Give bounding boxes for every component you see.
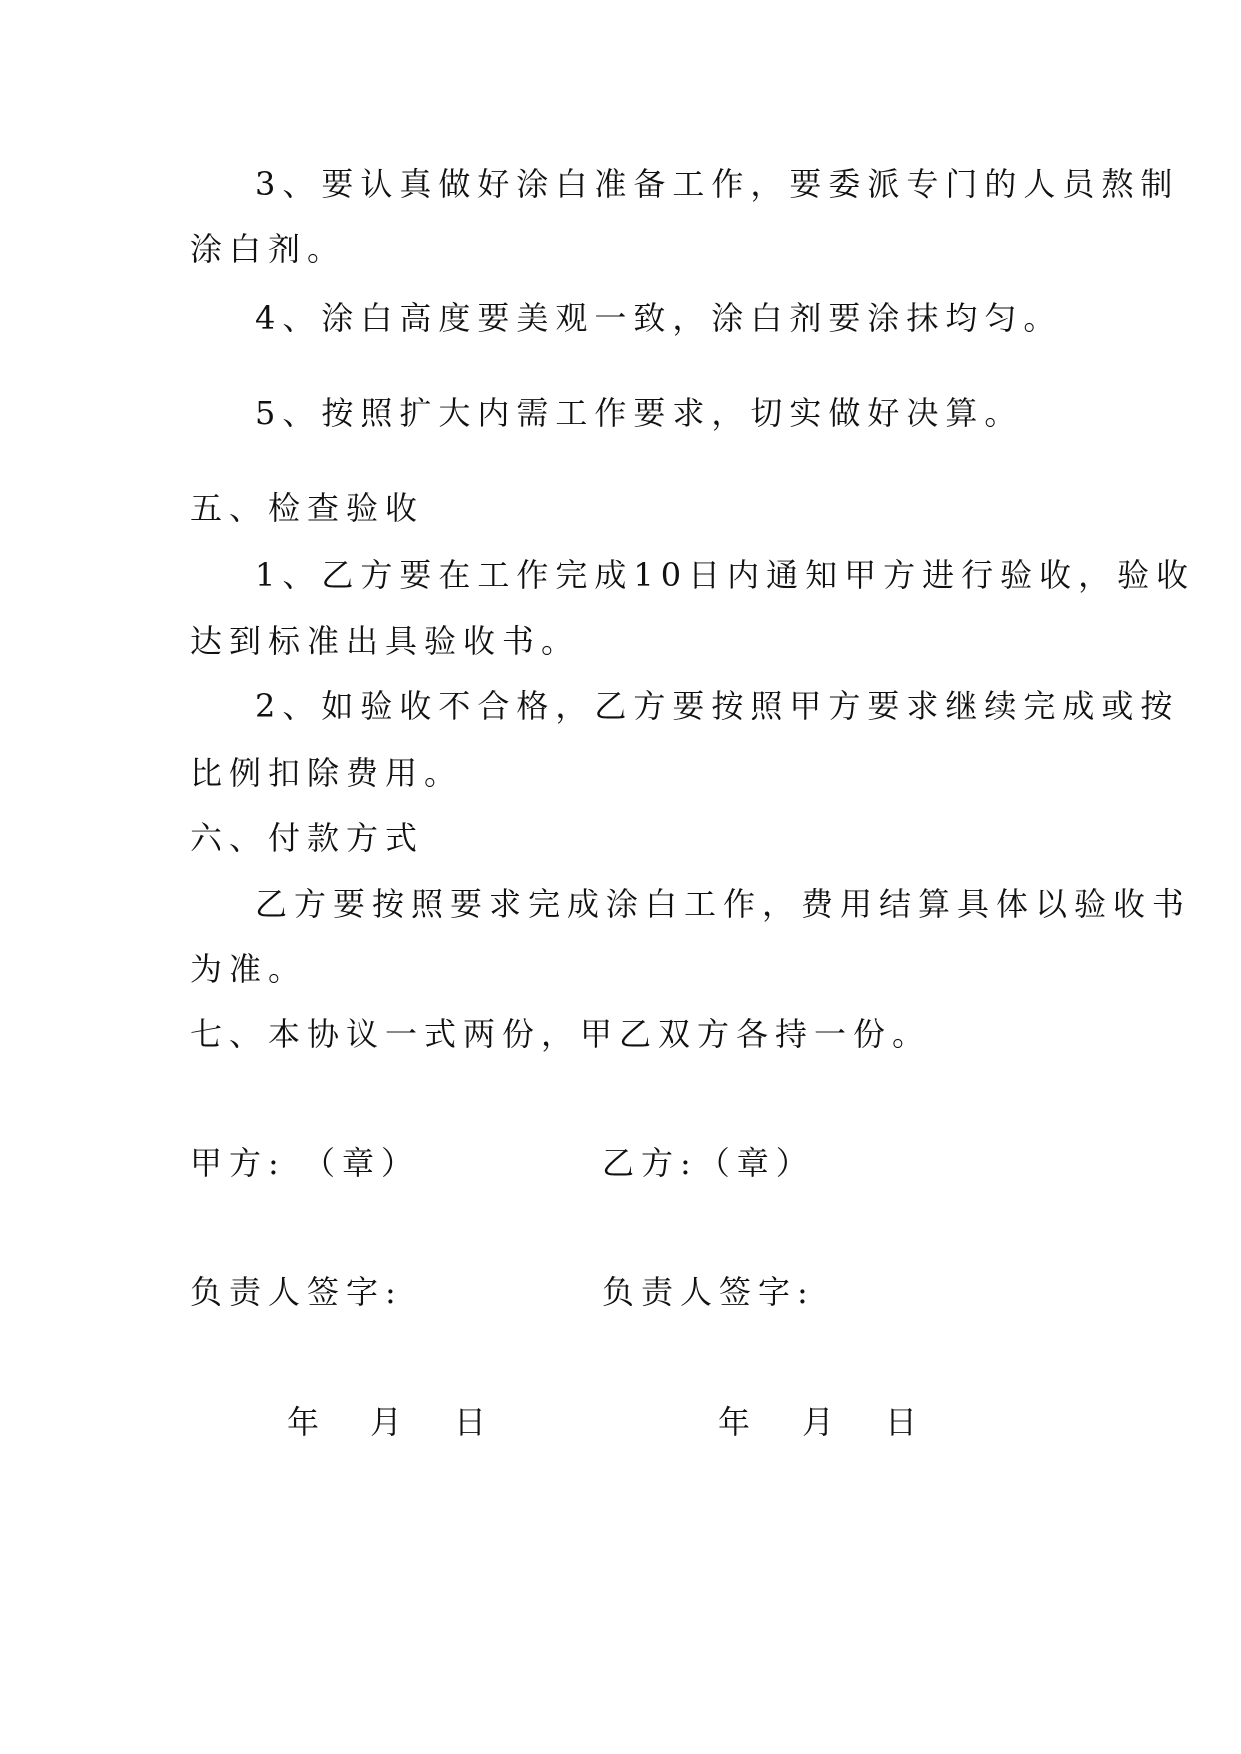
section-heading-inspection: 五、检查验收 <box>190 489 425 527</box>
party-a-signer-label: 负责人签字: <box>190 1273 403 1311</box>
party-a-date-day: 日 <box>454 1403 487 1441</box>
party-b-date-year: 年 <box>718 1403 751 1441</box>
inspection-item-2-line-2: 比例扣除费用。 <box>190 754 464 792</box>
party-b-date-month: 月 <box>802 1403 835 1441</box>
payment-body-line-2: 为准。 <box>190 950 308 988</box>
payment-body-line-1: 乙方要按照要求完成涂白工作，费用结算具体以验收书 <box>255 885 1192 923</box>
party-b-signer-label: 负责人签字: <box>602 1273 815 1311</box>
party-a-seal-label: 甲方: （章） <box>190 1144 420 1182</box>
party-b-date-day: 日 <box>885 1403 918 1441</box>
inspection-item-1-line-2: 达到标准出具验收书。 <box>190 622 581 660</box>
section-heading-payment: 六、付款方式 <box>190 819 425 857</box>
item-5: 5、按照扩大内需工作要求，切实做好决算。 <box>255 394 1024 432</box>
item-3-line-1: 3、要认真做好涂白准备工作，要委派专门的人员熬制 <box>255 165 1180 203</box>
item-3-line-2: 涂白剂。 <box>190 230 347 268</box>
party-a-date-month: 月 <box>370 1403 403 1441</box>
section-heading-copies: 七、本协议一式两份，甲乙双方各持一份。 <box>190 1015 932 1053</box>
party-a-date-year: 年 <box>287 1403 320 1441</box>
party-b-seal-label: 乙方:（章） <box>602 1144 815 1182</box>
inspection-item-2-line-1: 2、如验收不合格，乙方要按照甲方要求继续完成或按 <box>255 687 1180 725</box>
item-4: 4、涂白高度要美观一致，涂白剂要涂抹均匀。 <box>255 299 1063 337</box>
inspection-item-1-line-1: 1、乙方要在工作完成10日内通知甲方进行验收，验收 <box>255 556 1196 594</box>
